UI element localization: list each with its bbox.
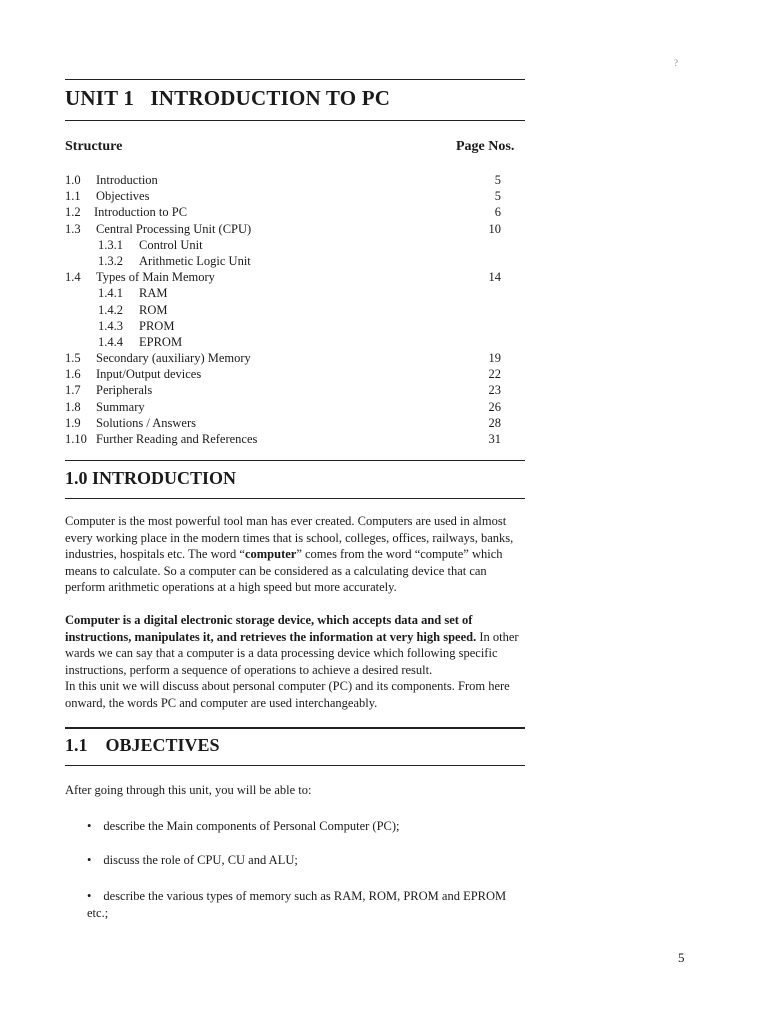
toc-number: 1.10 xyxy=(65,432,87,446)
intro-bottom-rule xyxy=(65,498,525,499)
toc-entry xyxy=(65,399,515,415)
toc-number: 1.5 xyxy=(65,351,81,366)
toc-entry xyxy=(65,237,515,253)
intro-paragraph-2 xyxy=(65,612,525,678)
toc-entry xyxy=(65,285,515,301)
toc-label: Secondary (auxiliary) Memory xyxy=(96,351,251,366)
intro-paragraph-1 xyxy=(65,513,525,596)
toc-number: 1.8 xyxy=(65,399,81,414)
toc-number: 1.3.2 xyxy=(98,253,123,268)
toc-page-number: 26 xyxy=(488,399,501,414)
toc-entry xyxy=(65,253,515,269)
toc-label: Input/Output devices xyxy=(96,367,202,382)
toc-page-number: 6 xyxy=(494,205,501,220)
toc-label: PROM xyxy=(139,318,175,333)
table-of-contents xyxy=(65,172,515,447)
toc-page-number: 31 xyxy=(488,432,501,446)
toc-entry xyxy=(65,172,515,188)
toc-page-number: 5 xyxy=(494,173,501,187)
toc-page-number: 28 xyxy=(488,415,501,430)
toc-label: Control Unit xyxy=(139,237,203,252)
title-top-rule xyxy=(65,79,525,80)
toc-number: 1.9 xyxy=(65,415,81,430)
toc-entry xyxy=(65,382,515,398)
toc-entry xyxy=(65,350,515,366)
toc-page-number: 10 xyxy=(488,221,501,236)
toc-page-number: 5 xyxy=(494,189,501,204)
toc-number: 1.3 xyxy=(65,221,81,236)
toc-entry xyxy=(65,188,515,204)
toc-number: 1.4.4 xyxy=(98,334,123,349)
toc-entry xyxy=(65,269,515,285)
toc-number: 1.1 xyxy=(65,189,81,204)
intro-p1-text-a: Computer is the most powerful tool man has ever created. Computers are used in almost every working place in the modern times that is school, colleges, offices, railways, banks, industries, hospitals etc. The word “ xyxy=(65,514,514,562)
toc-label: Summary xyxy=(96,399,145,414)
objectives-heading: 1.1 OBJECTIVES xyxy=(65,735,220,755)
toc-entry xyxy=(65,431,515,447)
toc-label: Further Reading and References xyxy=(96,432,258,446)
objective-text: discuss the role of CPU, CU and ALU; xyxy=(103,853,298,867)
toc-label: Central Processing Unit (CPU) xyxy=(96,221,252,236)
toc-page-number: 23 xyxy=(488,383,501,398)
intro-p2-bold: Computer is a digital electronic storage device, which accepts data and set of instructions, manipulates it, and retrieves the information at very high speed. xyxy=(65,613,477,644)
intro-paragraph-3: In this unit we will discuss about personal computer (PC) and its components. From here onward, the words PC and computer are used interchangeably. xyxy=(65,679,510,710)
toc-entry xyxy=(65,334,515,350)
objectives-top-rule xyxy=(65,727,525,729)
toc-label: Solutions / Answers xyxy=(96,415,197,430)
toc-label: Objectives xyxy=(96,189,150,204)
bullet-icon: • xyxy=(87,853,92,867)
unit-title: UNIT 1 INTRODUCTION TO PC xyxy=(65,86,391,110)
toc-label: ROM xyxy=(139,302,168,317)
toc-label: Peripherals xyxy=(96,383,153,398)
introduction-heading: 1.0 INTRODUCTION xyxy=(65,468,237,488)
toc-number: 1.0 xyxy=(65,173,81,187)
toc-label: Types of Main Memory xyxy=(96,270,215,285)
toc-label: Introduction to PC xyxy=(94,205,188,220)
toc-entry xyxy=(65,366,515,382)
intro-p1-bold: computer xyxy=(244,547,297,562)
toc-entry xyxy=(65,221,515,237)
corner-mark: ? xyxy=(674,58,678,68)
title-bottom-rule xyxy=(65,120,525,121)
toc-label: Introduction xyxy=(96,173,158,187)
toc-number: 1.4.2 xyxy=(98,302,123,317)
toc-number: 1.4.1 xyxy=(98,286,123,301)
toc-entry xyxy=(65,318,515,334)
toc-label: EPROM xyxy=(139,334,183,349)
objective-text: describe the Main components of Personal Computer (PC); xyxy=(103,819,400,833)
toc-entry xyxy=(65,415,515,431)
toc-page-number: 19 xyxy=(488,351,501,366)
page-nos-heading: Page Nos. xyxy=(456,139,515,154)
toc-number: 1.2 xyxy=(65,205,81,220)
toc-number: 1.7 xyxy=(65,383,81,398)
toc-page-number: 22 xyxy=(488,367,501,382)
objective-item xyxy=(87,818,507,835)
toc-label: RAM xyxy=(139,286,168,301)
toc-number: 1.3.1 xyxy=(98,237,123,252)
toc-entry xyxy=(65,204,515,220)
objectives-lead: After going through this unit, you will be able to: xyxy=(65,783,312,797)
page-number: 5 xyxy=(678,950,685,965)
toc-number: 1.4 xyxy=(65,270,81,285)
objective-item xyxy=(87,888,507,921)
toc-page-number: 14 xyxy=(488,270,501,285)
bullet-icon: • xyxy=(87,889,92,903)
objective-text: describe the various types of memory such as RAM, ROM, PROM and EPROM etc.; xyxy=(87,889,507,920)
intro-p2-text: In other wards we can say that a computer is a data processing device which following specific instructions, perform a sequence of operations to achieve a desired result. xyxy=(65,629,519,677)
structure-heading: Structure xyxy=(65,139,123,154)
objectives-bottom-rule xyxy=(65,765,525,766)
objective-item xyxy=(87,852,507,869)
intro-top-rule xyxy=(65,460,525,461)
toc-label: Arithmetic Logic Unit xyxy=(139,253,251,268)
intro-p1-text-b: ” comes from the word “compute” which means to calculate. So a computer can be considered as a calculating device that can perform arithmetic operations at a high speed but more accurately. xyxy=(65,547,503,595)
toc-number: 1.4.3 xyxy=(98,318,123,333)
bullet-icon: • xyxy=(87,819,92,833)
toc-number: 1.6 xyxy=(65,367,81,382)
toc-entry xyxy=(65,302,515,318)
